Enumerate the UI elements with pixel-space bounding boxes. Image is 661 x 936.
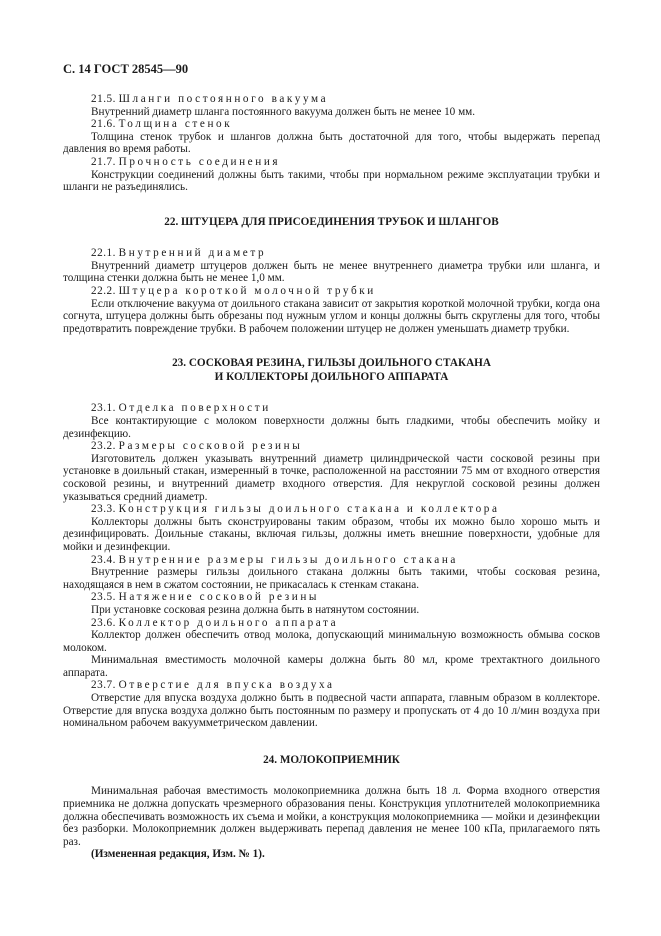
subsection-number: 21.5. (91, 93, 116, 105)
paragraph: Все контактирующие с молоком поверхности должны быть гладкими, чтобы обеспечить мойку и дезинфекцию. (63, 415, 600, 440)
subsection-number: 23.3. (91, 503, 116, 516)
paragraph: Коллекторы должны быть сконструированы таким образом, чтобы их можно было хорошо мыть и дезинфицировать. Доильные стаканы, включая гильзы, должны иметь внешние поверхности, удобные для мойки и дезинфекции. (63, 515, 600, 553)
paragraph: Внутренние размеры гильзы доильного стакана должны быть такими, чтобы сосковая резина, находящаяся в нем в сжатом состоянии, не прикасалась к стенкам стакана. (63, 566, 600, 591)
section-heading: 24. МОЛОКОПРИЕМНИК (263, 753, 400, 766)
page-header: С. 14 ГОСТ 28545—90 (63, 62, 189, 76)
subsection-title: Внутренние размеры гильзы доильного стакана (118, 553, 458, 566)
subsection-number: 21.7. (91, 155, 116, 168)
paragraph: Коллектор должен обеспечить отвод молока, допускающий минимальную возможность обмыва сосков молоком. (63, 629, 600, 654)
subsection-heading (63, 402, 600, 415)
subsection-title: Размеры сосковой резины (118, 440, 303, 453)
subsection-title: Отверстие для впуска воздуха (118, 679, 335, 692)
subsection-number: 23.4. (91, 553, 116, 566)
subsection-heading (63, 93, 600, 106)
subsection-heading (63, 617, 600, 630)
subsection-heading (63, 440, 600, 453)
subsection-title: Шланги постоянного вакуума (118, 93, 329, 105)
paragraph: Изготовитель должен указывать внутренний диаметр цилиндрической части сосковой резины при установке в доильный стакан, измеренный в точке, расположенной на расстоянии 75 мм от входного отверстия сосковой резины, и внутренний диаметр входного отверстия. Для некруглой сосковой резины должен указываться средний диаметр. (63, 452, 600, 503)
section-heading: 22. ШТУЦЕРА ДЛЯ ПРИСОЕДИНЕНИЯ ТРУБОК И ШЛАНГОВ (164, 215, 499, 228)
subsection-title: Толщина стенок (118, 118, 233, 131)
subsection-heading (63, 118, 600, 131)
subsection-title: Внутренний диаметр (118, 247, 267, 260)
paragraph: Если отключение вакуума от доильного стакана зависит от закрытия короткой молочной трубки, когда она согнута, штуцера должны быть обрезаны под нужным углом и концы должны быть скруглены для того, чтобы предотвратить повреждение трубки. В рабочем положении штуцер не должен уменьшать диаметр трубки. (63, 297, 600, 335)
paragraph: Отверстие для впуска воздуха должно быть в подвесной части аппарата, главным образом в коллекторе. Отверстие для впуска воздуха должно быть постоянным по размеру и пропускать от 4 до 10 л/мин воздуха при номинальном рабочем вакуумметрическом давлении. (63, 692, 600, 730)
paragraph: Минимальная вместимость молочной камеры должна быть 80 мл, кроме трехтактного доильного аппарата. (63, 654, 600, 679)
section-heading-line1: 23. СОСКОВАЯ РЕЗИНА, ГИЛЬЗЫ ДОИЛЬНОГО СТАКАНА (172, 357, 491, 370)
subsection-title: Натяжение сосковой резины (118, 591, 320, 604)
subsection-title: Конструкция гильзы доильного стакана и коллектора (118, 503, 500, 516)
section-heading-line2: И КОЛЛЕКТОРЫ ДОИЛЬНОГО АППАРАТА (214, 370, 449, 383)
subsection-heading (63, 285, 600, 298)
paragraph: Внутренний диаметр шланга постоянного вакуума должен быть не менее 10 мм. (91, 105, 476, 118)
subsection-heading (63, 554, 600, 567)
amendment-note: (Измененная редакция, Изм. № 1). (91, 848, 265, 861)
paragraph: Толщина стенок трубок и шлангов должна быть достаточной для того, чтобы выдержать перепад давления во время работы. (63, 130, 600, 156)
document-page (63, 62, 600, 861)
subsection-title: Штуцера короткой молочной трубки (118, 285, 376, 298)
paragraph: При установке сосковая резина должна быть в натянутом состоянии. (91, 603, 420, 616)
subsection-number: 23.1. (91, 402, 116, 415)
paragraph: Конструкции соединений должны быть такими, чтобы при нормальном режиме эксплуатации трубки и шланги не разъединялись. (63, 168, 600, 194)
subsection-heading (63, 679, 600, 692)
subsection-number: 22.1. (91, 247, 116, 260)
subsection-heading (63, 591, 600, 604)
subsection-heading (63, 156, 600, 169)
subsection-number: 21.6. (91, 118, 116, 131)
subsection-number: 23.6. (91, 616, 116, 629)
paragraph: Внутренний диаметр штуцеров должен быть не менее внутреннего диаметра трубки или шланга, и толщина стенки должна быть не менее 1,0 мм. (63, 259, 600, 285)
subsection-heading (63, 247, 600, 260)
subsection-heading (63, 503, 600, 516)
subsection-title: Прочность соединения (118, 155, 281, 168)
subsection-title: Отделка поверхности (118, 402, 271, 415)
subsection-number: 23.2. (91, 440, 116, 453)
subsection-number: 22.2. (91, 285, 116, 298)
subsection-number: 23.7. (91, 679, 116, 692)
paragraph: Минимальная рабочая вместимость молокоприемника должна быть 18 л. Форма входного отверстия приемника не должна допускать чрезмерного образования пены. Конструкция уплотнителей молокоприемника должна обеспечивать возможность их съема и мойки, а конструкция молокоприемника — мойки и дезинфекции без разборки. Молокоприемник должен выдерживать перепад давления не менее 100 кПа, прилагаемого пять раз. (63, 785, 600, 848)
subsection-number: 23.5. (91, 591, 116, 604)
subsection-title: Коллектор доильного аппарата (118, 616, 339, 629)
